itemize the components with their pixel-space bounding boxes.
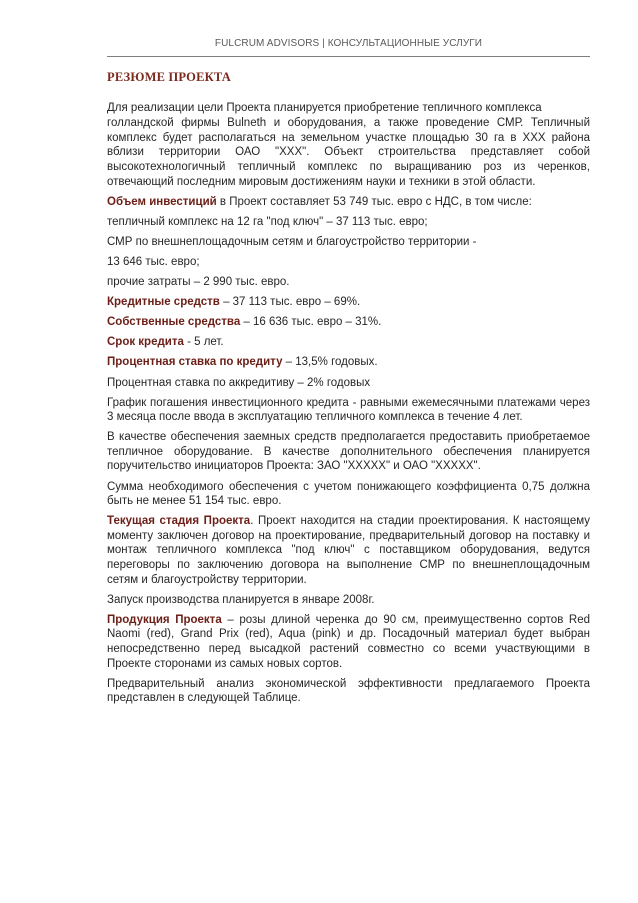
credit-label: Кредитные средств (107, 296, 220, 309)
investment-item-construction: СМР по внешнеплощадочным сетям и благоустройство территории - (107, 235, 477, 248)
interest-rate-text: – 13,5% годовых. (282, 356, 378, 369)
own-funds-label: Собственные средства (107, 316, 241, 329)
investment-item-other: прочие затраты – 2 990 тыс. евро. (107, 276, 290, 289)
page-header: FULCRUM ADVISORS | КОНСУЛЬТАЦИОННЫЕ УСЛУГИ (214, 38, 483, 49)
section-title: РЕЗЮМЕ ПРОЕКТА (107, 70, 232, 84)
paragraph-launch: Запуск производства планируется в январе 2008г. (107, 593, 375, 606)
paragraph-own-funds (107, 315, 590, 330)
investment-label: Объем инвестиций (107, 195, 217, 208)
investment-text: в Проект составляет 53 749 тыс. евро с НДС, в том числе: (216, 195, 532, 208)
paragraph-repayment-schedule: График погашения инвестиционного кредита - равными ежемесячными платежами через 3 месяца после ввода в эксплуатацию тепличного комплекса в течение 4 лет. (107, 396, 590, 424)
investment-item-construction-amount: 13 646 тыс. евро; (107, 255, 200, 268)
paragraph-interest-rate (107, 355, 590, 370)
credit-term-text: - 5 лет. (183, 336, 224, 349)
paragraph-intro: Для реализации цели Проекта планируется приобретение тепличного комплекса (107, 101, 542, 114)
paragraph-investment (107, 195, 590, 210)
interest-rate-label: Процентная ставка по кредиту (107, 356, 283, 369)
paragraph-analysis: Предварительный анализ экономической эффективности предлагаемого Проекта представлен в следующей Таблице. (107, 677, 590, 705)
credit-text: – 37 113 тыс. евро – 69%. (219, 296, 361, 309)
paragraph-letter-of-credit: Процентная ставка по аккредитиву – 2% годовых (107, 376, 371, 389)
product-text: – розы длиной черенка до 90 см, преимущественно сортов Red Naomi (red), Grand Prix (red), Aqua (pink) и др. Посадочный материал будет выбран непосредственно перед высадкой растений совместно со всеми участвующими в Проекте сторонами из самых новых сортов. (107, 613, 591, 670)
product-label: Продукция Проекта (107, 613, 222, 626)
paragraph-collateral: В качестве обеспечения заемных средств предполагается предоставить приобретаемое тепличное оборудование. В качестве дополнительного обеспечения планируется поручительство инициаторов Проекта: ЗАО "XXXXX" и ОАО "XXXXX". (107, 431, 590, 473)
project-stage-label: Текущая стадия Проекта (107, 515, 251, 528)
paragraph-project-stage (107, 514, 590, 587)
paragraph-collateral-sum: Сумма необходимого обеспечения с учетом понижающего коэффициента 0,75 должна быть не менее 51 154 тыс. евро. (107, 480, 590, 508)
credit-term-label: Срок кредита (107, 336, 184, 349)
paragraph-product (107, 613, 590, 671)
investment-item-greenhouse: тепличный комплекс на 12 га "под ключ" – 37 113 тыс. евро; (107, 215, 428, 228)
own-funds-text: – 16 636 тыс. евро – 31%. (240, 316, 382, 329)
paragraph-description: голландской фирмы Bulneth и оборудования, а также проведение СМР. Тепличный комплекс будет располагаться на земельном участке площадью 30 га в XXX района вблизи территории ОАО "XXX". Объект строительства представляет собой высокотехнологичный тепличный комплекс по выращиванию роз из черенков, отвечающий последним мировым достижениям науки и техники в этой области. (107, 117, 590, 188)
project-stage-text: . Проект находится на стадии проектирования. К настоящему моменту заключен договор на проектирование, предварительный договор на поставку и монтаж тепличного комплекса "под ключ" с поставщиком оборудования, ведутся переговоры по заключению договора на выполнение СМР по внешнеплощадочным сетям и благоустройству территории. (107, 515, 591, 586)
paragraph-credit-term (107, 335, 590, 350)
header-divider (107, 56, 590, 57)
document-body (107, 70, 590, 711)
paragraph-credit (107, 295, 590, 310)
